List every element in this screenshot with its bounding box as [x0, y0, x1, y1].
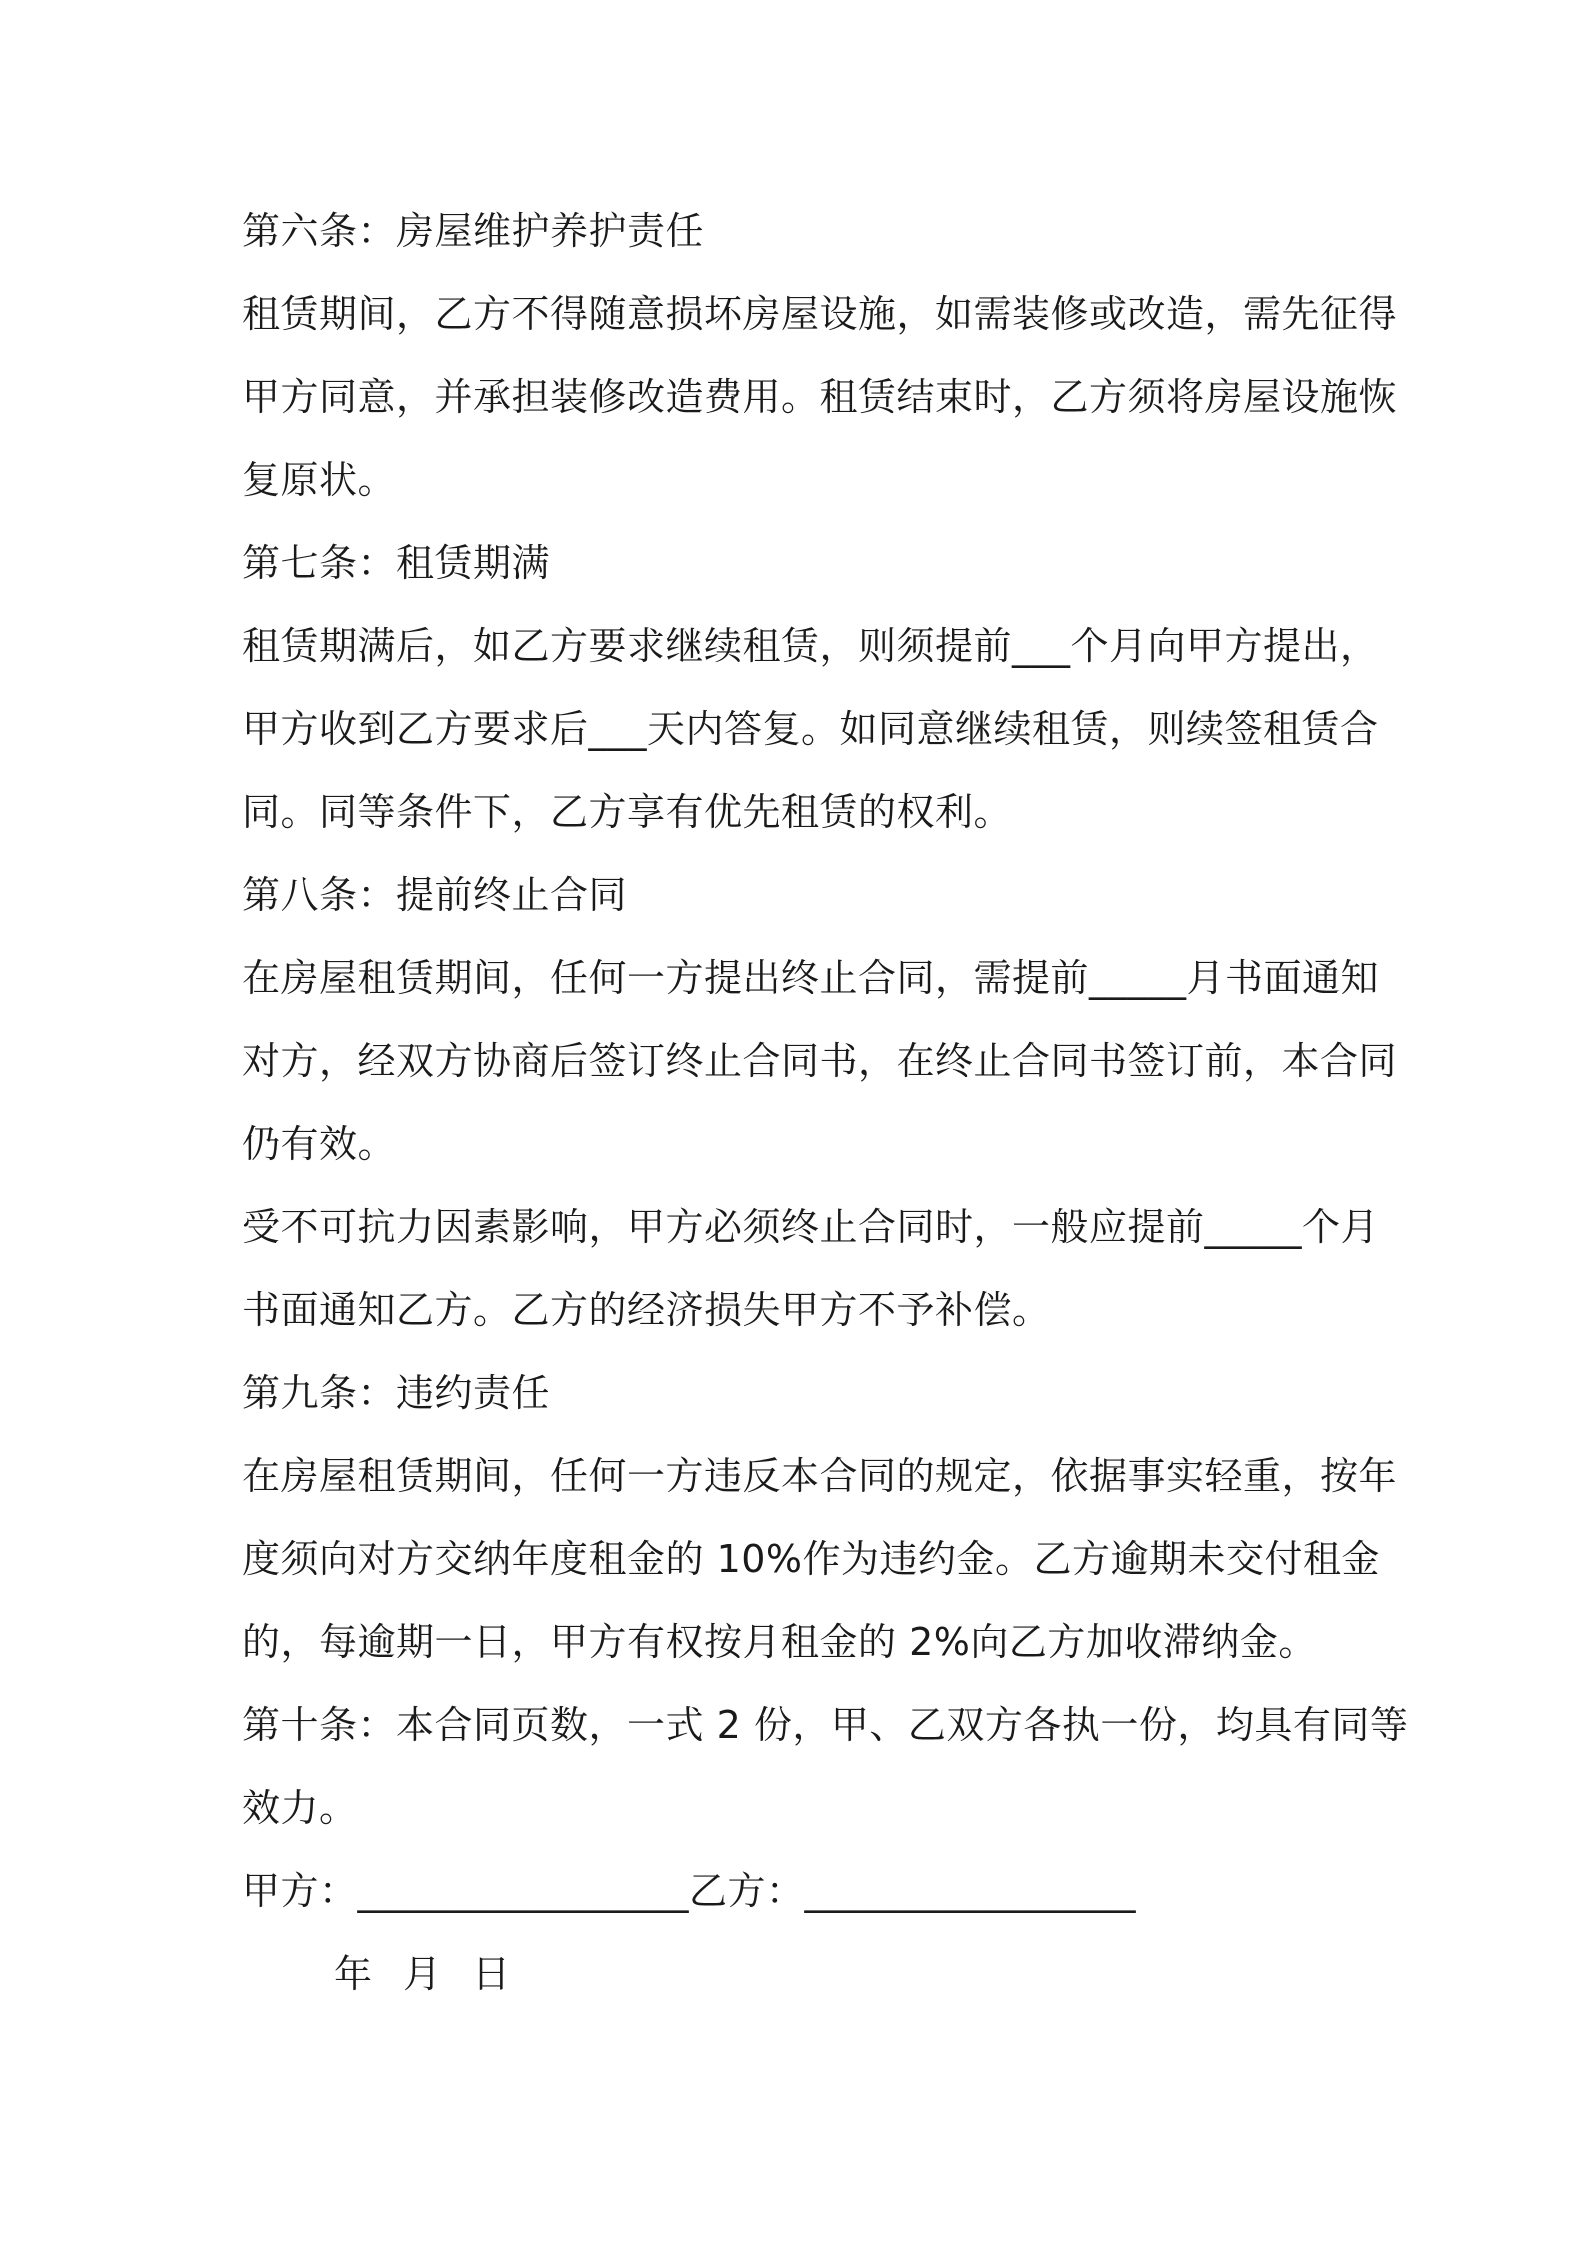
signature-line: 甲方：_________________乙方：_________________ — [242, 1869, 1137, 1913]
article-8-text-line-2: 对方，经双方协商后签订终止合同书，在终止合同书签订前，本合同 — [242, 1039, 1398, 1083]
article-7-text-line-3: 同。同等条件下，乙方享有优先租赁的权利。 — [242, 790, 1013, 834]
article-6-text-line-1: 租赁期间，乙方不得随意损坏房屋设施，如需装修或改造，需先征得 — [242, 292, 1398, 336]
article-9-text-line-2: 度须向对方交纳年度租金的 10%作为违约金。乙方逾期未交付租金 — [242, 1537, 1381, 1581]
contract-body — [242, 190, 1409, 2016]
article-8-text-line-3: 仍有效。 — [242, 1122, 397, 1166]
article-9-text-line-3: 的，每逾期一日，甲方有权按月租金的 2%向乙方加收滞纳金。 — [242, 1620, 1317, 1664]
article-10-text-line-2: 效力。 — [242, 1786, 358, 1830]
article-7-text-line-2: 甲方收到乙方要求后___天内答复。如同意继续租赁，则续签租赁合 — [242, 707, 1379, 751]
article-8-heading: 第八条：提前终止合同 — [242, 873, 628, 917]
article-10-text-line-1: 第十条：本合同页数，一式 2 份，甲、乙双方各执一份，均具有同等 — [242, 1703, 1409, 1747]
article-6-heading: 第六条：房屋维护养护责任 — [242, 209, 705, 253]
article-8-text-line-5: 书面通知乙方。乙方的经济损失甲方不予补偿。 — [242, 1288, 1051, 1332]
article-6-text-line-2: 甲方同意，并承担装修改造费用。租赁结束时，乙方须将房屋设施恢 — [242, 375, 1398, 419]
article-7-heading: 第七条：租赁期满 — [242, 541, 551, 585]
article-9-text-line-1: 在房屋租赁期间，任何一方违反本合同的规定，依据事实轻重，按年 — [242, 1454, 1398, 1498]
article-8-text-line-4: 受不可抗力因素影响，甲方必须终止合同时，一般应提前_____个月 — [242, 1205, 1380, 1249]
article-6-text-line-3: 复原状。 — [242, 458, 397, 502]
article-9-heading: 第九条：违约责任 — [242, 1371, 551, 1415]
article-8-text-line-1: 在房屋租赁期间，任何一方提出终止合同，需提前_____月书面通知 — [242, 956, 1380, 1000]
article-7-text-line-1: 租赁期满后，如乙方要求继续租赁，则须提前___个月向甲方提出， — [242, 624, 1379, 668]
date-line: 年 月 日 — [334, 1952, 511, 1996]
